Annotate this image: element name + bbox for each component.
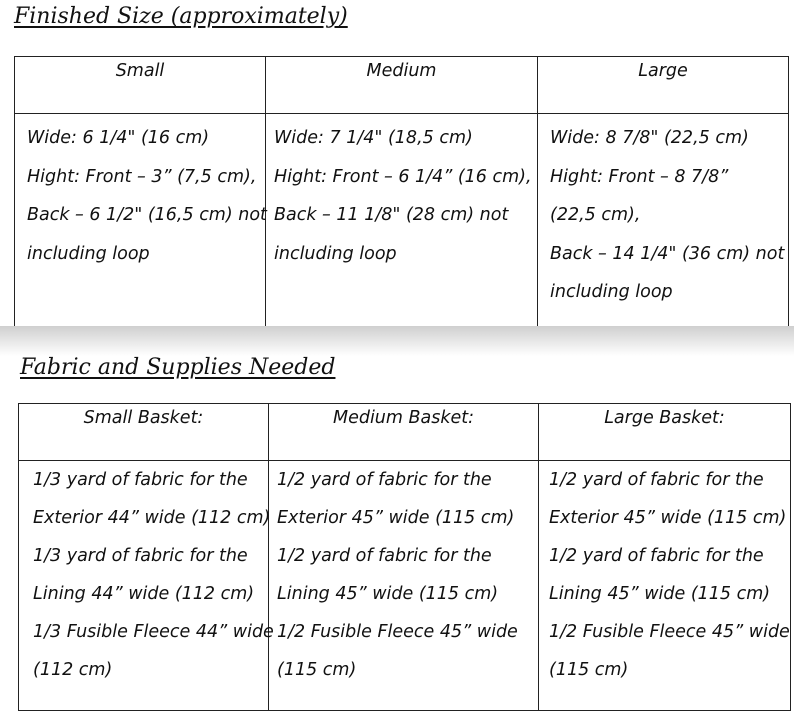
finished-size-table bbox=[14, 56, 789, 327]
supply-line: Exterior 45” wide (115 cm) bbox=[277, 508, 515, 528]
header-large: Large bbox=[538, 57, 789, 114]
size-line: Hight: Front – 6 1/4” (16 cm), bbox=[274, 166, 532, 187]
supply-line: (115 cm) bbox=[549, 660, 629, 680]
supply-line: (112 cm) bbox=[33, 660, 113, 680]
supply-line: Lining 44” wide (112 cm) bbox=[33, 584, 255, 604]
supply-line: 1/2 yard of fabric for the bbox=[277, 470, 492, 490]
section-divider-shadow bbox=[0, 326, 794, 356]
large-size-cell bbox=[538, 114, 789, 327]
header-large-basket: Large Basket: bbox=[539, 404, 791, 461]
size-line: Hight: Front – 3” (7,5 cm), bbox=[27, 166, 257, 187]
size-line: Back – 14 1/4" (36 cm) not bbox=[550, 243, 785, 264]
supply-line: Lining 45” wide (115 cm) bbox=[277, 584, 499, 604]
medium-basket-cell bbox=[269, 461, 539, 711]
header-small-basket: Small Basket: bbox=[19, 404, 269, 461]
size-line: (22,5 cm), bbox=[550, 205, 641, 225]
header-medium: Medium bbox=[266, 57, 538, 114]
size-line: Back – 11 1/8" (28 cm) not bbox=[274, 205, 509, 225]
supply-line: 1/2 yard of fabric for the bbox=[277, 546, 492, 566]
size-line: Hight: Front – 8 7/8” bbox=[550, 166, 729, 187]
finished-size-header-row bbox=[15, 57, 789, 114]
small-basket-cell bbox=[19, 461, 274, 711]
header-small: Small bbox=[15, 57, 266, 114]
small-size-cell bbox=[15, 114, 266, 327]
supply-line: 1/2 Fusible Fleece 45” wide bbox=[549, 622, 790, 642]
supply-line: Exterior 44” wide (112 cm) bbox=[33, 508, 271, 528]
finished-size-body-row bbox=[15, 114, 789, 327]
supply-line: (115 cm) bbox=[277, 660, 357, 680]
medium-size-cell bbox=[266, 114, 538, 327]
size-line: Wide: 6 1/4" (16 cm) bbox=[27, 128, 210, 148]
supply-line: 1/3 Fusible Fleece 44” wide bbox=[33, 622, 274, 642]
finished-size-heading: Finished Size (approximately) bbox=[14, 4, 348, 29]
size-line: including loop bbox=[274, 243, 397, 264]
supply-line: 1/2 yard of fabric for the bbox=[549, 546, 764, 566]
size-line: including loop bbox=[27, 243, 150, 264]
size-line: Wide: 8 7/8" (22,5 cm) bbox=[550, 128, 749, 148]
fabric-supplies-body-row bbox=[19, 461, 791, 711]
supply-line: Lining 45” wide (115 cm) bbox=[549, 584, 771, 604]
size-line: Wide: 7 1/4" (18,5 cm) bbox=[274, 128, 473, 148]
large-basket-cell bbox=[539, 461, 791, 711]
size-line: including loop bbox=[550, 282, 673, 302]
fabric-supplies-header-row bbox=[19, 404, 791, 461]
supply-line: 1/3 yard of fabric for the bbox=[33, 470, 248, 490]
supply-line: 1/2 Fusible Fleece 45” wide bbox=[277, 622, 518, 642]
header-medium-basket: Medium Basket: bbox=[269, 404, 539, 461]
supply-line: 1/2 yard of fabric for the bbox=[549, 470, 764, 490]
fabric-supplies-heading: Fabric and Supplies Needed bbox=[20, 355, 336, 380]
supply-line: Exterior 45” wide (115 cm) bbox=[549, 508, 787, 528]
fabric-supplies-table bbox=[18, 403, 791, 711]
size-line: Back – 6 1/2" (16,5 cm) not bbox=[27, 205, 267, 225]
supply-line: 1/3 yard of fabric for the bbox=[33, 546, 248, 566]
